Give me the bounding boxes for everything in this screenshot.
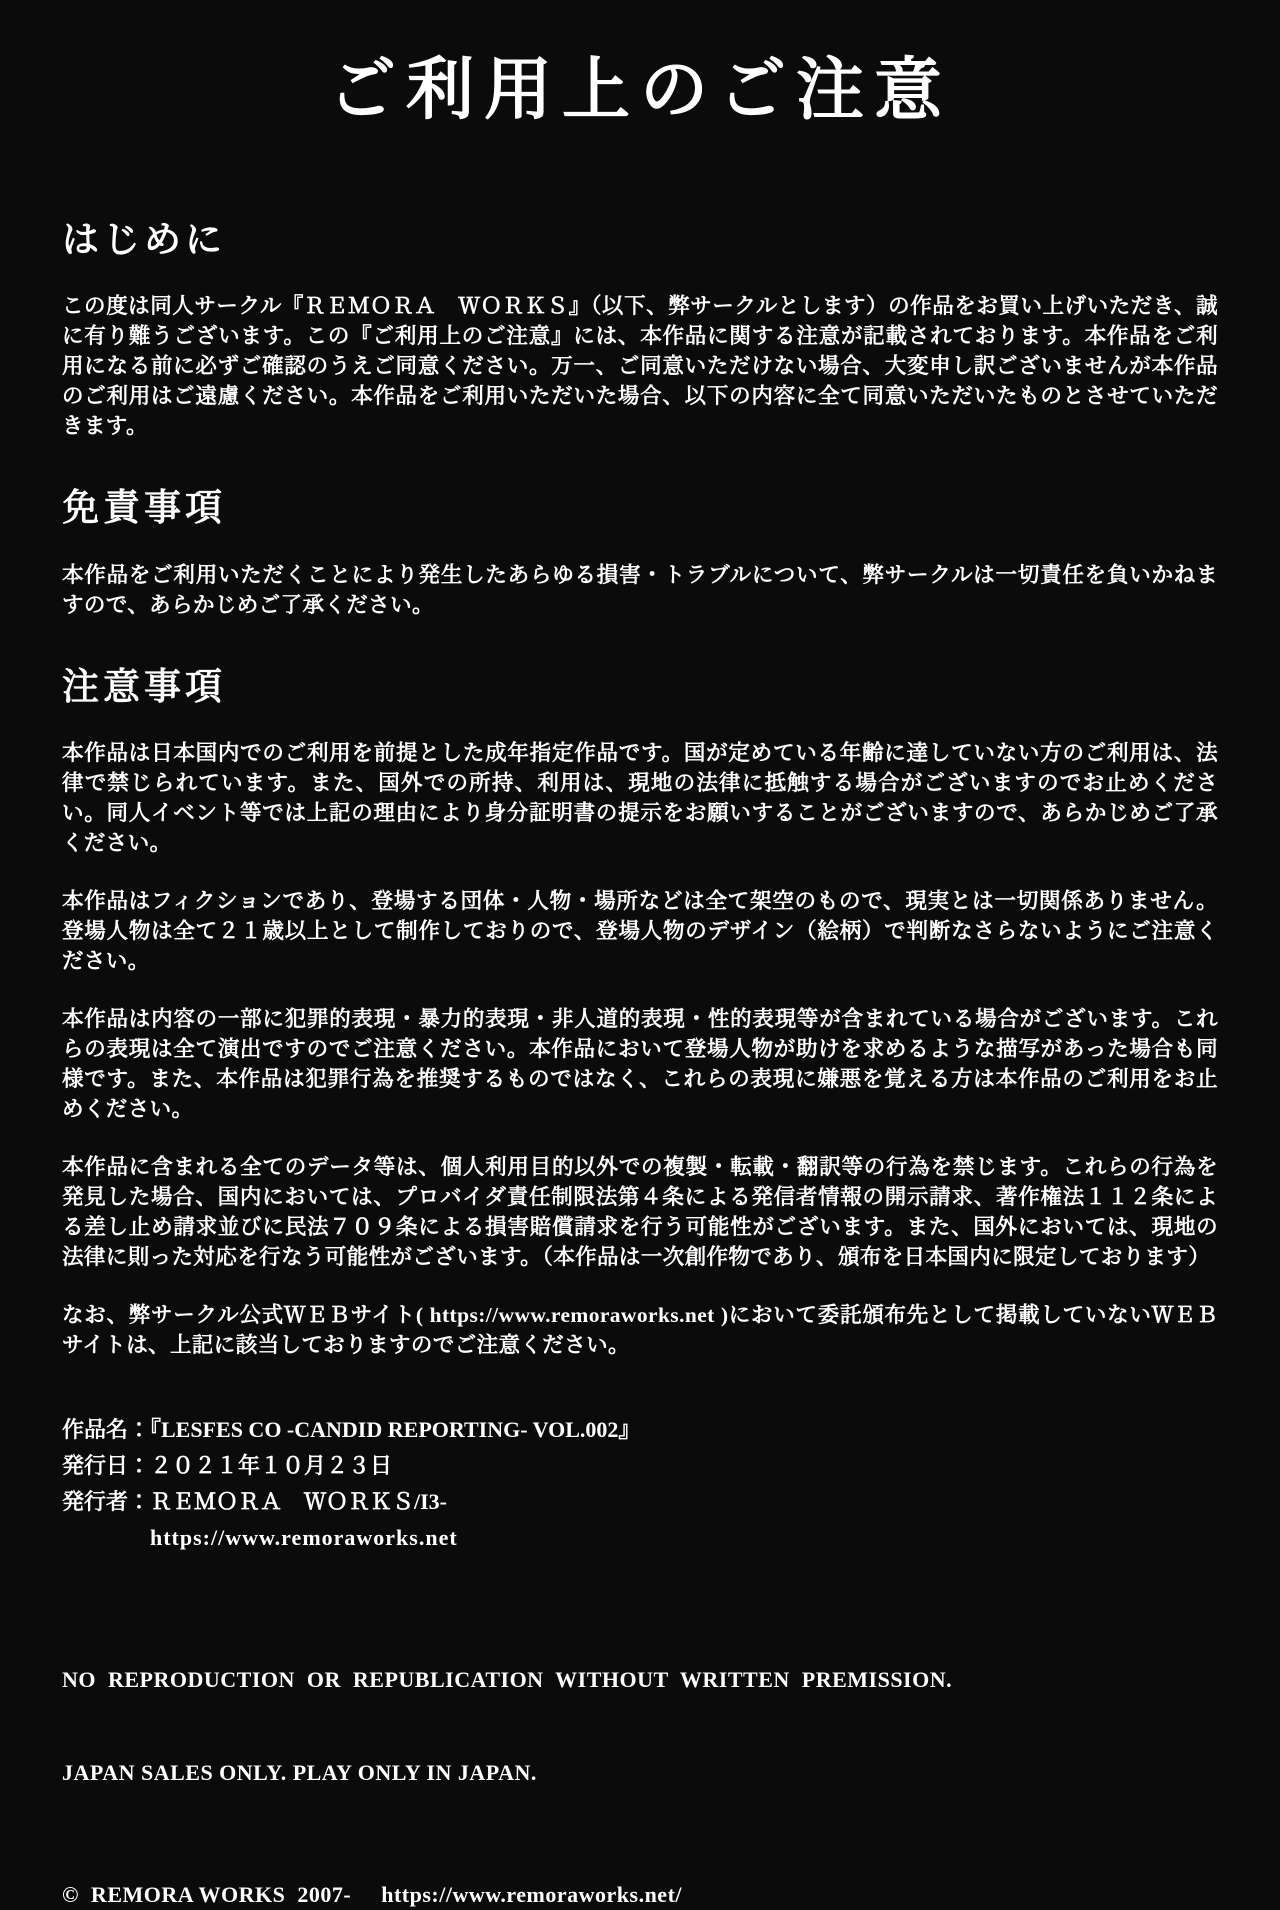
paragraph-fiction-notice: 本作品はフィクションであり、登場する団体・人物・場所などは全て架空のもので、現実とは一切関係ありません。登場人物は全て２１歳以上として制作しておりので、登場人物のデザイン（絵柄）で判断なさらないようにご注意ください。 [62,889,1218,974]
colophon-work-title: 作品名：『LESFES CO -CANDID REPORTING- VOL.002』 [62,1417,641,1443]
paragraph-age-restriction: 本作品は日本国内でのご利用を前提とした成年指定作品です。国が定めている年齢に達していない方のご利用は、法律で禁じられています。また、国外での所持、利用は、現地の法律に抵触する場合がございますのでお止めください。同人イベント等では上記の理由により身分証明書の提示をお願いすることがございますので、あらかじめご了承ください。 [62,741,1218,856]
copyright-line: © REMORA WORKS 2007- https://www.remoraworks.net/ [62,1882,683,1908]
legal-line-japan-only: JAPAN SALES ONLY. PLAY ONLY IN JAPAN. [62,1760,537,1786]
colophon-publisher: 発行者：ＲＥＭＯＲＡ ＷＯＲＫＳ/I3- [62,1489,448,1515]
legal-notice-en [62,1602,1218,1850]
section-precautions [62,666,1218,1360]
paragraph-expression-notice: 本作品は内容の一部に犯罪的表現・暴力的表現・非人道的表現・性的表現等が含まれている場合がございます。これらの表現は全て演出ですのでご注意ください。本作品において登場人物が助けを求めるような描写があった場合も同様です。また、本作品は犯罪行為を推奨するものではなく、これらの表現に嫌悪を覚える方は本作品のご利用をお止めください。 [62,1007,1218,1122]
section-heading-disclaimer: 免責事項 [62,488,226,530]
paragraph-official-site-notice: なお、弊サークル公式ＷＥＢサイト( https://www.remoraworks.net )において委託頒布先として掲載していないＷＥＢサイトは、上記に該当しておりますのでご注意ください。 [62,1303,1218,1358]
paragraph-introduction: この度は同人サークル『ＲＥＭＯＲＡ ＷＯＲＫＳ』（以下、弊サークルとします）の作品をお買い上げいただき、誠に有り難うございます。この『ご利用上のご注意』には、本作品に関する注意が記載されております。本作品をご利用になる前に必ずご確認のうえご同意ください。万一、ご同意いただけない場合、大変申し訳ございませんが本作品のご利用はご遠慮ください。本作品をご利用いただいた場合、以下の内容に全て同意いただいたものとさせていただきます。 [62,294,1218,439]
legal-line-no-reproduction: NO REPRODUCTION OR REPUBLICATION WITHOUT WRITTEN PREMISSION. [62,1667,953,1693]
section-introduction [62,219,1218,441]
section-heading-introduction: はじめに [62,220,226,261]
section-disclaimer [62,487,1218,619]
page-title: ご利用上のご注意 [327,52,952,128]
paragraph-copyright-notice: 本作品に含まれる全てのデータ等は、個人利用目的以外での複製・転載・翻訳等の行為を禁じます。これらの行為を発見した場合、国内においては、プロバイダ責任制限法第４条による発信者情報の開示請求、著作権法１１２条による差し止め請求並びに民法７０９条による損害賠償請求を行う可能性がございます。また、国外においては、現地の法律に則った対応を行なう可能性がございます。（本作品は一次創作物であり、頒布を日本国内に限定しております） [62,1155,1218,1270]
colophon-publisher-url: https://www.remoraworks.net [150,1525,458,1551]
colophon [62,1412,1218,1556]
colophon-publish-date: 発行日：２０２１年１０月２３日 [62,1453,393,1479]
paragraph-disclaimer: 本作品をご利用いただくことにより発生したあらゆる損害・トラブルについて、弊サークルは一切責任を負いかねますので、あらかじめご了承ください。 [62,562,1218,617]
section-heading-precautions: 注意事項 [62,666,226,708]
